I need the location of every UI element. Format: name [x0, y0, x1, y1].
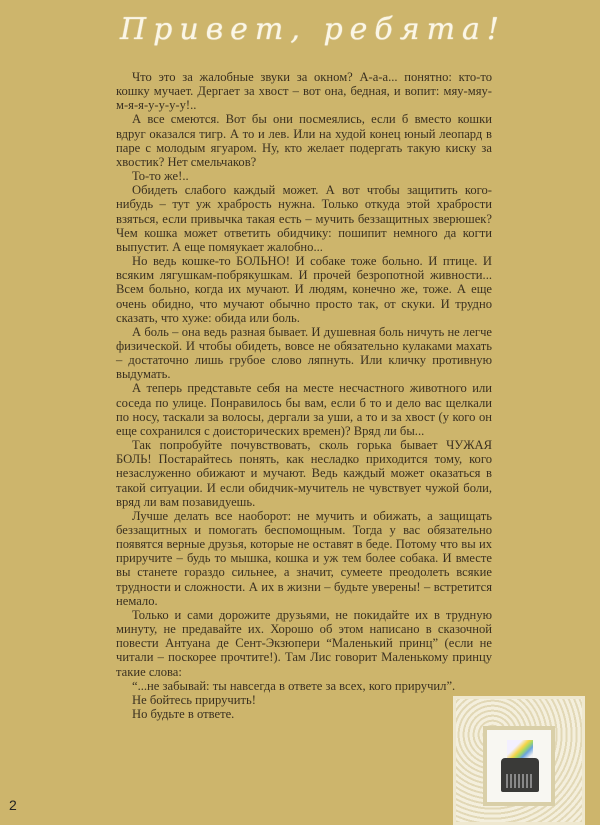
paragraph: А боль – она ведь разная бывает. И душевная боль ничуть не легче физической. И чтобы обидеть, вовсе не обязательно кулаками махать – достаточно лишь грубое слово ляпнуть. Или кличку противную выдумать. — [116, 324, 492, 382]
paragraph: Лучше делать все наоборот: не мучить и обижать, а защищать беззащитных и помогать беспомощным. Тогда у вас обязательно появятся верные друзья, которые не оставят в беде. Потому что вы их приручите – будь то мышка, кошка и уж тем более собака. И вместе вы станете гораздо сильнее, а значит, сумеете преодолеть всякие трудности и сложности. А их в жизни – будьте уверены! – встретится немало. — [116, 508, 492, 608]
paragraph: Что это за жалобные звуки за окном? А-а-а... понятно: кто-то кошку мучает. Дергает за хвост – вот она, бедная, и вопит: мяу-мяу-м-я-я-у-у-у-у!.. — [116, 70, 492, 113]
quote: “...не забывай: ты навсегда в ответе за всех, кого приручил”. — [132, 678, 456, 693]
article-body — [116, 70, 492, 721]
paragraph: А все смеются. Вот бы они посмеялись, если б вместо кошки вдруг оказался тигр. А то и лев. Или на худой конец юный леопард в паре с молодым ягуаром. Ну, кто желает подергать такую киску за хвостик? Нет смельчаков? — [116, 112, 492, 169]
typewriter-icon — [501, 758, 539, 792]
paragraph: А теперь представьте себя на месте несчастного животного или соседа по улице. Понравилось бы вам, если б то и дело вас щелкали по носу, таскали за волосы, дергали за уши, а то и за хвост (у кого он еще сохранился с доисторических времен)? Вряд ли бы... — [116, 381, 492, 438]
paragraph: То-то же!.. — [132, 169, 189, 184]
page-number: 2 — [9, 797, 17, 813]
page-title: Привет, ребята! — [120, 12, 506, 47]
paragraph: Только и сами дорожите друзьями, не покидайте их в трудную минуту, не предавайте их. Хорошо об этом написано в сказочной повести Антуана де Сент-Экзюпери “Маленький принц” (если не читали – поскорее прочтите!). Там Лис говорит Маленькому принцу такие слова: — [116, 607, 492, 679]
paragraph: Но будьте в ответе. — [132, 707, 235, 722]
paragraph: Не бойтесь приручить! — [132, 692, 256, 707]
frame-picture — [487, 730, 551, 802]
paragraph: Так попробуйте почувствовать, сколь горька бывает ЧУЖАЯ БОЛЬ! Постарайтесь понять, как несладко приходится тому, кого незаслуженно обижают и мучают. Ведь каждый может оказаться в такой ситуации. И если обидчик-мучитель не чувствует чужой боли, вряд ли вам позавидуешь. — [116, 438, 492, 509]
paragraph: Обидеть слабого каждый может. А вот чтобы защитить кого-нибудь – тут уж храбрость нужна. Только откуда этой храбрости взяться, если привычка такая есть – мучить беззащитных зверюшек? Чем кошка может ответить обидчику: пошипит немного да когти выпустит. А еще помяукает жалобно... — [116, 183, 492, 254]
paragraph: Но ведь кошке-то БОЛЬНО! И собаке тоже больно. И птице. И всяким лягушкам-побрякушкам. И прочей безропотной живности... Всем больно, когда их мучают. И людям, конечно же, тоже. А еще очень обидно, что мучают обычно просто так, от скуки. И трудно сказать, что хуже: обида или боль. — [116, 254, 492, 325]
ornate-frame-illustration — [453, 696, 585, 825]
